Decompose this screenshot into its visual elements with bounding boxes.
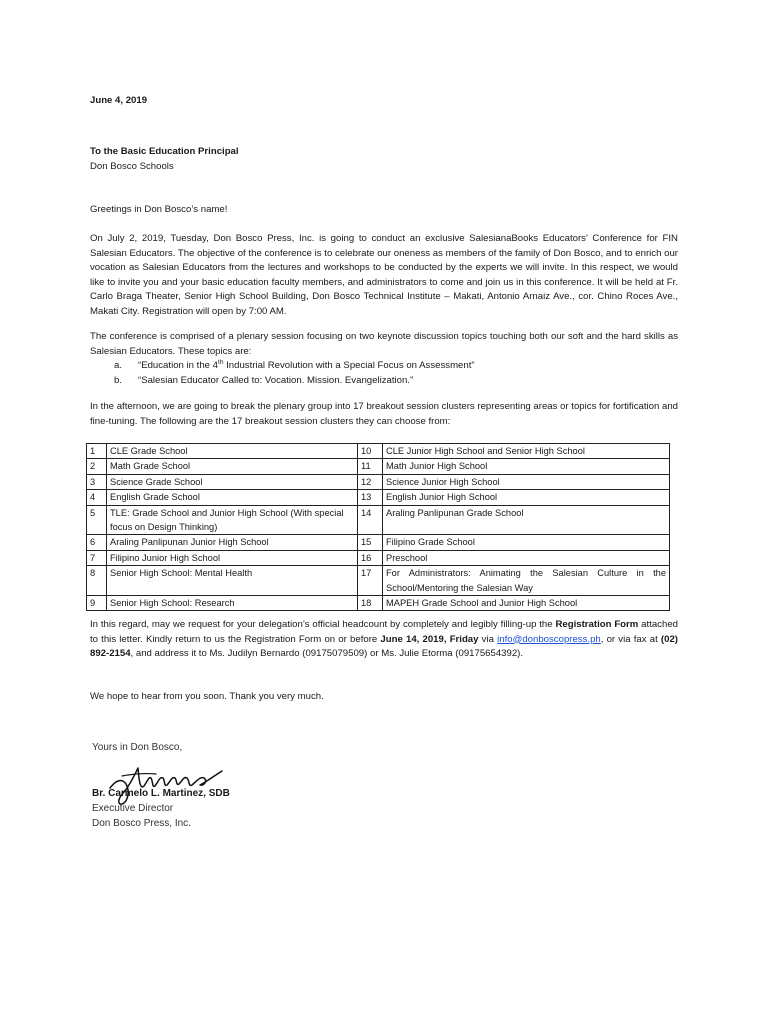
topic-text-pre: “Education in the 4 xyxy=(138,360,219,371)
cluster-name: Senior High School: Research xyxy=(107,596,358,611)
cluster-name: Araling Panlipunan Junior High School xyxy=(107,535,358,550)
table-row xyxy=(87,535,670,550)
registration-text: attached to this letter. Kindly return to us the Registration Form on or before xyxy=(90,619,678,645)
cluster-name: Senior High School: Mental Health xyxy=(107,566,358,596)
cluster-name: Filipino Junior High School xyxy=(107,550,358,565)
cluster-name: MAPEH Grade School and Junior High School xyxy=(383,596,670,611)
topic-label: b. xyxy=(114,374,123,386)
cluster-number: 15 xyxy=(358,535,383,550)
fax-number: (02) 892-2154 xyxy=(90,633,678,660)
table-row xyxy=(87,566,670,596)
topic-text: “Salesian Educator Called to: Vocation. Mission. Evangelization.” xyxy=(138,374,414,386)
signatory-name: Br. Carmelo L. Martinez, SDB xyxy=(92,788,230,799)
topic-superscript: th xyxy=(218,358,224,366)
table-row xyxy=(87,474,670,489)
letter-date: June 4, 2019 xyxy=(90,95,148,106)
cluster-number: 1 xyxy=(87,444,107,459)
cluster-number: 3 xyxy=(87,474,107,489)
cluster-name: English Junior High School xyxy=(383,490,670,505)
cluster-number: 10 xyxy=(358,444,383,459)
cluster-name: Araling Panlipunan Grade School xyxy=(383,505,670,535)
keynote-topics-list xyxy=(90,359,678,388)
signatory-title: Executive Director xyxy=(92,803,174,814)
recipient-org: Don Bosco Schools xyxy=(90,160,174,172)
cluster-name: TLE: Grade School and Junior High School (With special focus on Design Thinking) xyxy=(107,505,358,535)
cluster-number: 14 xyxy=(358,505,383,535)
registration-text: via xyxy=(478,633,498,645)
cluster-number: 13 xyxy=(358,490,383,505)
cluster-name: For Administrators: Animating the Salesian Culture in the School/Mentoring the Salesian Way xyxy=(383,566,670,596)
recipient-block xyxy=(90,145,678,174)
table-row xyxy=(87,459,670,474)
deadline-date: June 14, 2019, Friday xyxy=(380,633,479,645)
cluster-name: Filipino Grade School xyxy=(383,535,670,550)
valediction: Yours in Don Bosco, xyxy=(92,742,183,753)
paragraph-closing: We hope to hear from you soon. Thank you very much. xyxy=(90,691,324,702)
cluster-name: English Grade School xyxy=(107,490,358,505)
cluster-number: 2 xyxy=(87,459,107,474)
table-row xyxy=(87,596,670,611)
recipient-title: To the Basic Education Principal xyxy=(90,146,239,157)
table-row xyxy=(87,550,670,565)
cluster-number: 4 xyxy=(87,490,107,505)
cluster-name: CLE Junior High School and Senior High School xyxy=(383,444,670,459)
cluster-number: 5 xyxy=(87,505,107,535)
cluster-number: 6 xyxy=(87,535,107,550)
cluster-name: Preschool xyxy=(383,550,670,565)
topic-label: a. xyxy=(114,360,123,371)
topic-item xyxy=(90,374,678,389)
cluster-number: 11 xyxy=(358,459,383,474)
cluster-name: Math Grade School xyxy=(107,459,358,474)
cluster-number: 7 xyxy=(87,550,107,565)
cluster-number: 18 xyxy=(358,596,383,611)
cluster-name: Science Grade School xyxy=(107,474,358,489)
cluster-number: 17 xyxy=(358,566,383,596)
paragraph-breakout: In the afternoon, we are going to break the plenary group into 17 breakout session clusters representing areas or topics for fortification and fine-tuning. The following are the 17 breakout session clusters they can choose from: xyxy=(90,401,678,427)
signatory-organization: Don Bosco Press, Inc. xyxy=(92,818,191,829)
cluster-name: CLE Grade School xyxy=(107,444,358,459)
table-row xyxy=(87,490,670,505)
email-link[interactable]: info@donboscopress.ph xyxy=(497,633,601,645)
registration-form-label: Registration Form xyxy=(555,619,639,630)
cluster-number: 12 xyxy=(358,474,383,489)
registration-text: , or via fax at xyxy=(600,633,661,645)
greeting: Greetings in Don Bosco’s name! xyxy=(90,204,228,215)
table-row xyxy=(87,505,670,535)
cluster-name: Math Junior High School xyxy=(383,459,670,474)
cluster-number: 8 xyxy=(87,566,107,596)
cluster-number: 9 xyxy=(87,596,107,611)
registration-text: , and address it to Ms. Judilyn Bernardo (09175079509) or Ms. Julie Etorma (09175654392). xyxy=(130,648,524,660)
registration-text: In this regard, may we request for your delegation’s official headcount by completely and legibly filling-up the xyxy=(90,619,556,630)
topic-item xyxy=(90,359,678,374)
topic-text-post: Industrial Revolution with a Special Focus on Assessment” xyxy=(223,360,475,371)
topic-text xyxy=(138,359,475,374)
paragraph-plenary: The conference is comprised of a plenary session focusing on two keynote discussion topics touching both our soft and the hard skills as Salesian Educators. These topics are: xyxy=(90,331,678,357)
table-row xyxy=(87,444,670,459)
cluster-number: 16 xyxy=(358,550,383,565)
paragraph-registration xyxy=(90,618,678,662)
cluster-name: Science Junior High School xyxy=(383,474,670,489)
breakout-clusters-table xyxy=(86,443,670,611)
paragraph-intro: On July 2, 2019, Tuesday, Don Bosco Press, Inc. is going to conduct an exclusive SalesianaBooks Educators’ Conference for FIN Salesian Educators. The objective of the conference is to celebrate our oneness as members of the family of Don Bosco, and to enrich our vocation as Salesian Educators from the lectures and workshops to be conducted by the experts we will invite. In this respect, we would like to invite you and your basic education faculty members, and administrators to come and join us in this conference. It will be held at Fr. Carlo Braga Theater, Senior High School Building, Don Bosco Technical Institute – Makati, Antonio Arnaiz Ave., cor. Chino Roces Ave., Makati City. Registration will open by 7:00 AM. xyxy=(90,233,678,317)
